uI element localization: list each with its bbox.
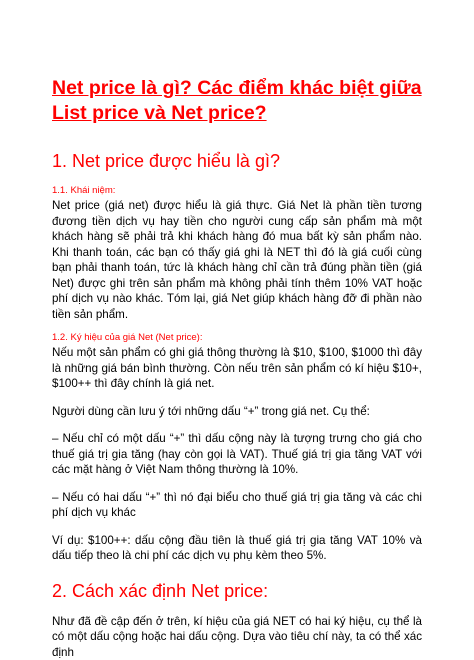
subsection-1-1-heading: 1.1. Khái niệm: xyxy=(52,184,422,197)
section-2-paragraph: Như đã đề cập đến ở trên, kí hiệu của giá NET có hai ký hiệu, cụ thể là có một dấu cộng hoặc hai dấu cộng. Dựa vào tiêu chí này, ta có thể xác định xyxy=(52,614,422,660)
example-paragraph: Ví dụ: $100++: dấu cộng đầu tiên là thuế giá trị gia tăng VAT 10% và dấu tiếp theo là chi phí các dịch vụ phụ kèm theo 5%. xyxy=(52,533,422,564)
double-plus-paragraph: – Nếu có hai dấu “+” thì nó đại biểu cho thuế giá trị gia tăng và các chi phí dịch vụ khác xyxy=(52,490,422,521)
symbol-paragraph: Nếu một sản phẩm có ghi giá thông thường là $10, $100, $1000 thì đây là những giá bán bình thường. Còn nếu trên sản phẩm có kí hiệu $10+, $100++ thì đây chính là giá net. xyxy=(52,345,422,392)
section-2-heading: 2. Cách xác định Net price: xyxy=(52,580,422,602)
subsection-1-2-heading: 1.2. Ký hiệu của giá Net (Net price): xyxy=(52,331,422,344)
single-plus-paragraph: – Nếu chỉ có một dấu “+” thì dấu cộng này là tượng trưng cho giá cho thuế giá trị gia tăng (hay còn gọi là VAT). Thuế giá trị gia tăng VAT với các mặt hàng ở Việt Nam thông thường là 10%. xyxy=(52,431,422,478)
section-1-heading: 1. Net price được hiểu là gì? xyxy=(52,150,422,172)
note-paragraph: Người dùng cần lưu ý tới những dấu “+” trong giá net. Cụ thể: xyxy=(52,404,422,420)
document-title: Net price là gì? Các điểm khác biệt giữa List price và Net price? xyxy=(52,76,422,126)
definition-paragraph: Net price (giá net) được hiểu là giá thực. Giá Net là phần tiền tương đương tiền dịch vụ hay tiền cho người cung cấp sản phẩm mà một khách hàng sẽ phải trả khi khách hàng đó mua bất kỳ sản phẩm nào. Khi thanh toán, các bạn có thấy giá ghi là NET thì đó là giá cuối cùng bạn phải thanh toán, tức là khách hàng chỉ cần trả đúng phần tiền (giá Net) được ghi trên sản phẩm mà không phải tính thêm 10% VAT hoặc phí dịch vụ nào khác. Tóm lại, giá Net giúp khách hàng đỡ đi phần nào tiền sản phẩm. xyxy=(52,198,422,322)
